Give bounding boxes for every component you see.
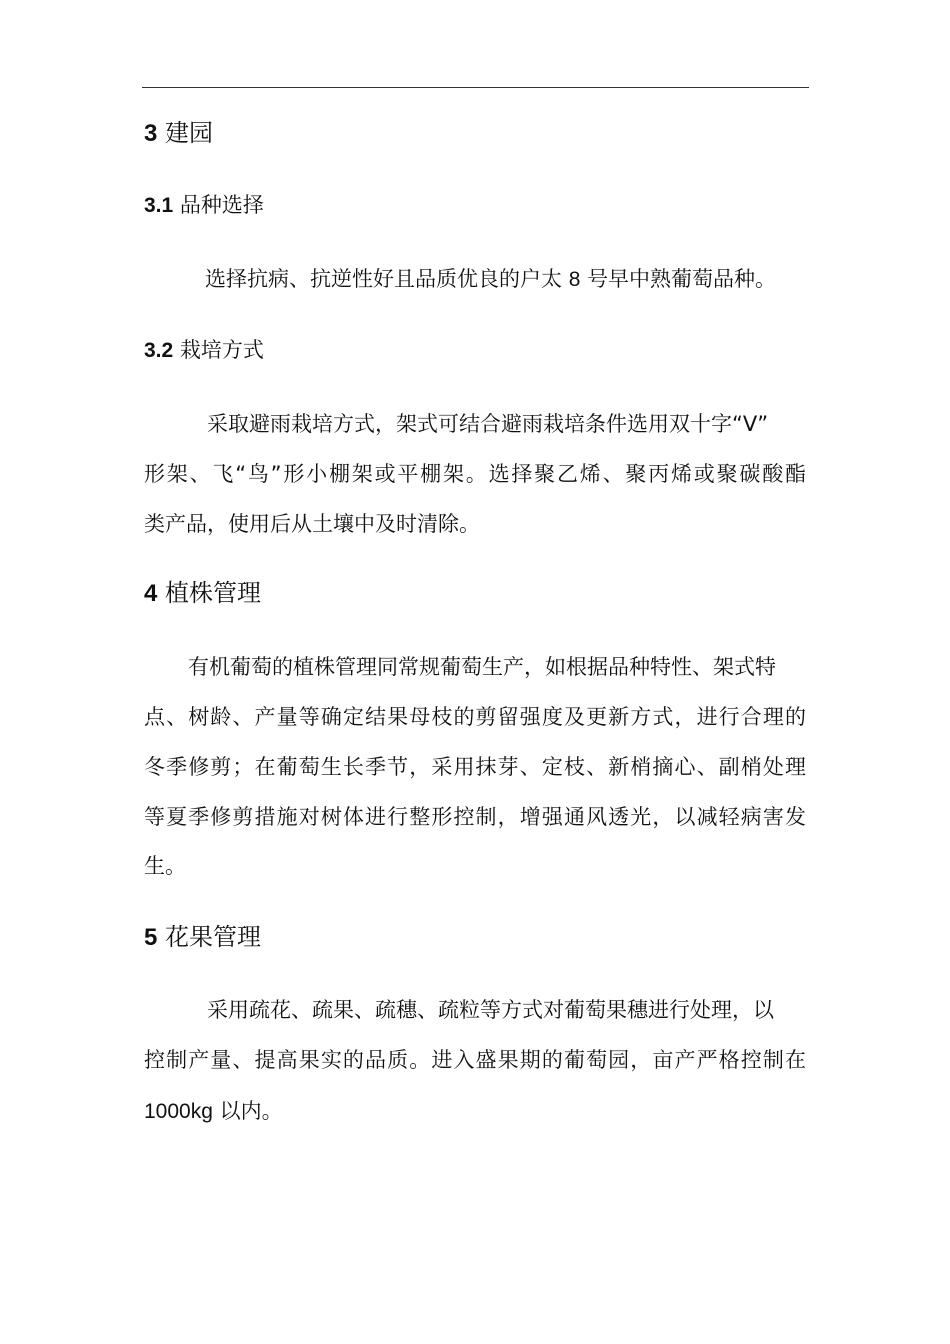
text-run: 号早中熟葡萄品种。 bbox=[587, 267, 777, 291]
paragraph-4-line-1: 有机葡萄的植株管理同常规葡萄生产，如根据品种特性、架式特 bbox=[188, 655, 776, 679]
text-run: 以内。 bbox=[219, 1099, 283, 1123]
paragraph-3-2-line-1: 采取避雨栽培方式，架式可结合避雨栽培条件选用双十字“V” bbox=[207, 412, 769, 436]
text-number: 1000kg bbox=[144, 1100, 213, 1123]
heading-number: 3.1 bbox=[144, 194, 174, 217]
heading-section-5 bbox=[144, 925, 261, 950]
paragraph-5-line-2: 控制产量、提高果实的品质。进入盛果期的葡萄园，亩产严格控制在 bbox=[144, 1048, 806, 1072]
heading-title: 花果管理 bbox=[165, 923, 261, 951]
heading-number: 5 bbox=[144, 924, 158, 951]
paragraph-5-line-3 bbox=[144, 1101, 283, 1122]
paragraph-4-line-3: 冬季修剪；在葡萄生长季节，采用抹芽、定枝、新梢摘心、副梢处理 bbox=[144, 755, 806, 779]
text-number: 8 bbox=[568, 268, 581, 291]
paragraph-5-line-1: 采用疏花、疏果、疏穗、疏粒等方式对葡萄果穗进行处理，以 bbox=[207, 998, 774, 1022]
text-run: 选择抗病、抗逆性好且品质优良的户太 bbox=[205, 267, 562, 291]
header-rule bbox=[142, 87, 809, 88]
heading-section-4 bbox=[144, 581, 261, 606]
paragraph-3-2-line-2: 形架、飞“鸟”形小棚架或平棚架。选择聚乙烯、聚丙烯或聚碳酸酯 bbox=[144, 462, 806, 486]
paragraph-4-line-5: 生。 bbox=[144, 854, 186, 878]
heading-number: 4 bbox=[144, 580, 158, 607]
heading-title: 建园 bbox=[165, 119, 213, 147]
heading-title: 品种选择 bbox=[179, 193, 264, 217]
heading-section-3-1 bbox=[144, 195, 264, 216]
paragraph-4-line-2: 点、树龄、产量等确定结果母枝的剪留强度及更新方式，进行合理的 bbox=[144, 705, 806, 729]
paragraph-3-2-line-3: 类产品，使用后从土壤中及时清除。 bbox=[144, 512, 480, 536]
heading-section-3-2 bbox=[144, 340, 264, 361]
heading-title: 栽培方式 bbox=[179, 338, 264, 362]
paragraph-4-line-4: 等夏季修剪措施对树体进行整形控制，增强通风透光，以减轻病害发 bbox=[144, 805, 806, 829]
heading-number: 3 bbox=[144, 120, 158, 147]
heading-title: 植株管理 bbox=[165, 579, 261, 607]
heading-section-3 bbox=[144, 121, 213, 146]
paragraph-3-1 bbox=[205, 269, 776, 290]
heading-number: 3.2 bbox=[144, 339, 174, 362]
